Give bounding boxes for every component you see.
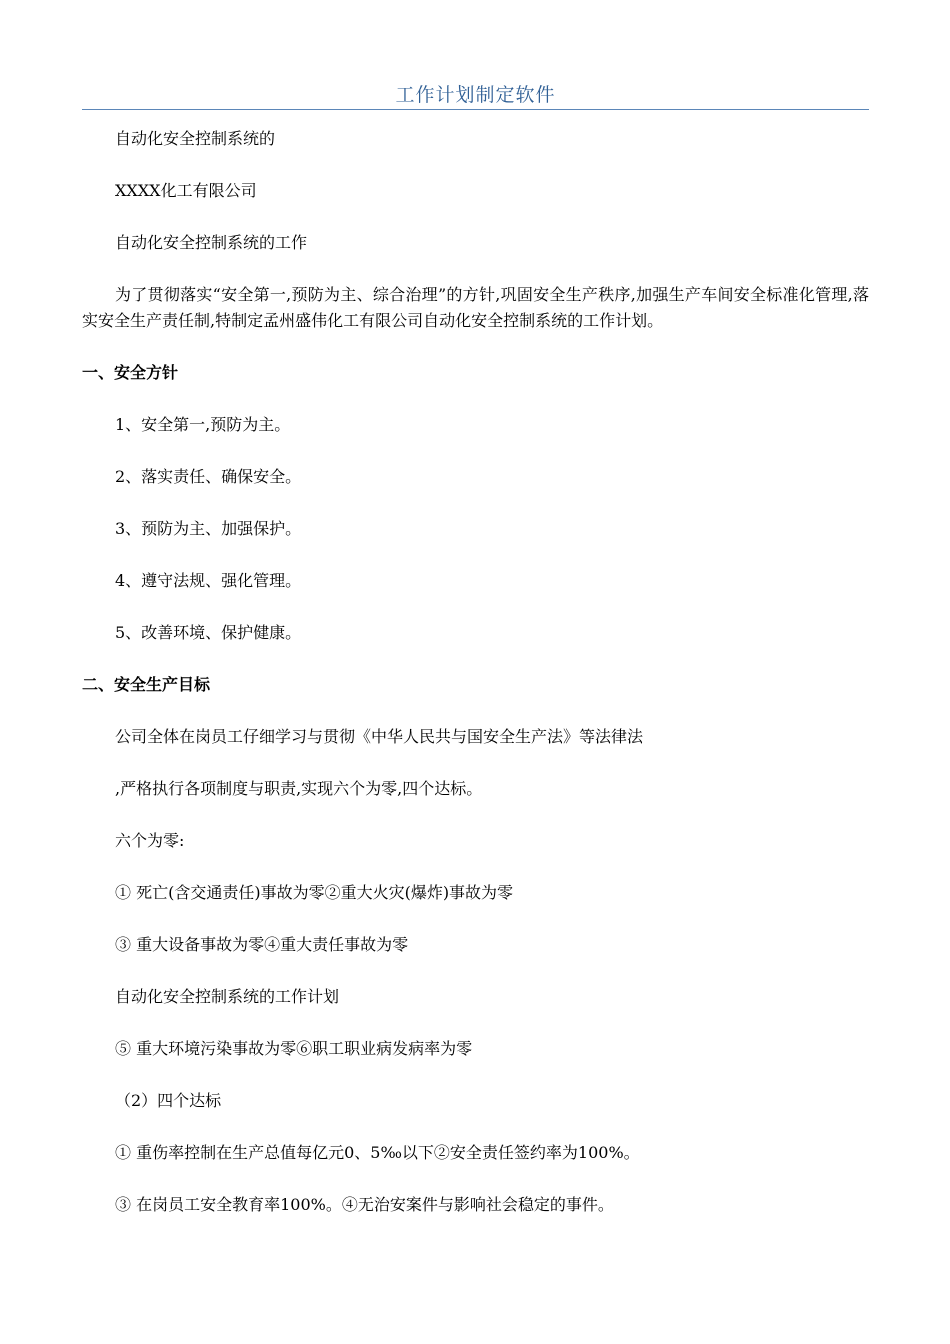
policy-item: 4、遵守法规、强化管理。 xyxy=(115,571,302,590)
intro-paragraph: 为了贯彻落实“安全第一,预防为主、综合治理”的方针,巩固安全生产秩序,加强生产车间安全标准化管理,落实安全生产责任制,特制定孟州盛伟化工有限公司自动化安全控制系统的工作计划。 xyxy=(82,285,869,330)
policy-item: 5、改善环境、保护健康。 xyxy=(115,623,302,642)
standard-target-line: ① 重伤率控制在生产总值每亿元0、5‰以下②安全责任签约率为100%。 xyxy=(115,1143,640,1162)
six-zeros-label: 六个为零: xyxy=(115,831,185,850)
policy-item: 3、预防为主、加强保护。 xyxy=(115,519,302,538)
line-system-work: 自动化安全控制系统的工作 xyxy=(115,233,308,252)
section-heading-safety-goals: 二、安全生产目标 xyxy=(82,675,211,694)
goals-paragraph: 公司全体在岗员工仔细学习与贯彻《中华人民共与国安全生产法》等法律法 xyxy=(115,727,644,746)
line-company-name: XXXX化工有限公司 xyxy=(115,181,257,200)
zero-target-line: ① 死亡(含交通责任)事故为零②重大火灾(爆炸)事故为零 xyxy=(115,883,514,902)
header-title: 工作计划制定软件 xyxy=(395,84,556,106)
zero-target-line: ③ 重大设备事故为零④重大责任事故为零 xyxy=(115,935,409,954)
system-plan-line: 自动化安全控制系统的工作计划 xyxy=(115,987,340,1006)
policy-item: 2、落实责任、确保安全。 xyxy=(115,467,302,486)
section-heading-safety-policy: 一、安全方针 xyxy=(82,363,179,382)
line-system-name: 自动化安全控制系统的 xyxy=(115,129,276,148)
standard-target-line: ③ 在岗员工安全教育率100%。④无治安案件与影响社会稳定的事件。 xyxy=(115,1195,614,1214)
zero-target-line: ⑤ 重大环境污染事故为零⑥职工职业病发病率为零 xyxy=(115,1039,473,1058)
page-header xyxy=(82,82,869,110)
policy-item: 1、安全第一,预防为主。 xyxy=(115,415,291,434)
four-standards-label: （2）四个达标 xyxy=(115,1091,222,1110)
document-body xyxy=(82,126,869,1218)
goals-paragraph: ,严格执行各项制度与职责,实现六个为零,四个达标。 xyxy=(115,779,483,798)
